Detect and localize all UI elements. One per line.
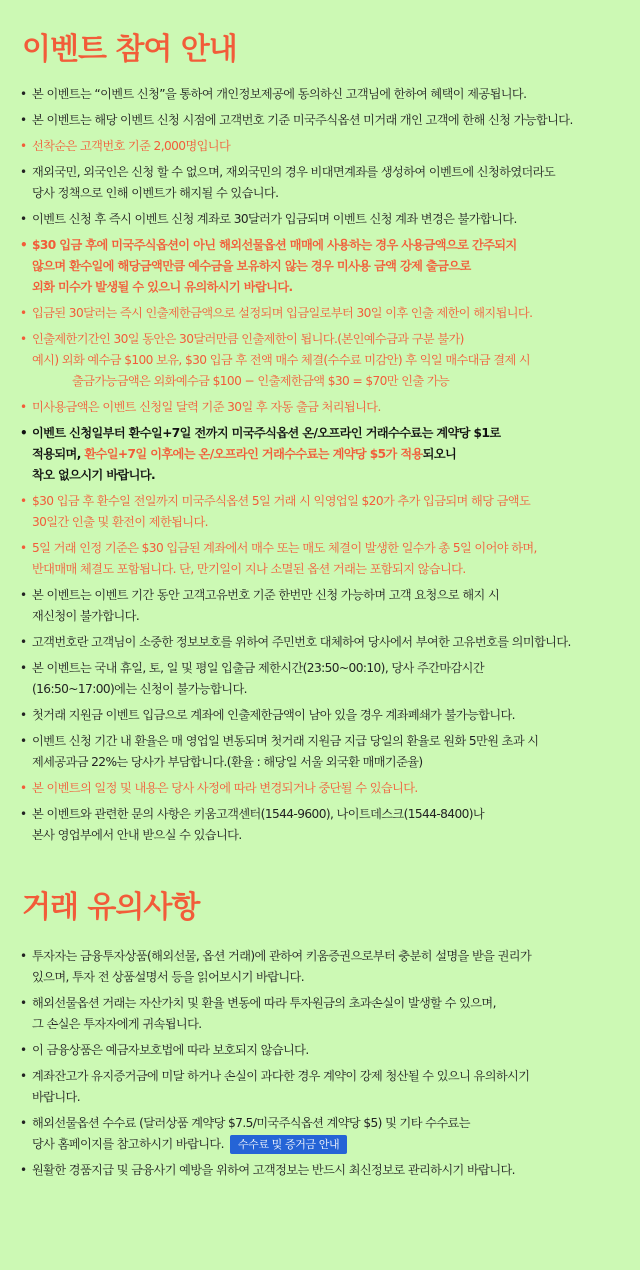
notice-item <box>20 1040 626 1061</box>
notice-line: • 고객번호란 고객님이 소중한 정보보호를 위하여 주민번호 대체하여 당사에서 부여한 고유번호를 의미합니다. <box>32 635 571 649</box>
notice-item <box>20 84 626 105</box>
notice-line: • 해외선물옵션 수수료 (달러상품 계약당 $7.5/미국주식옵션 계약당 $5) 및 기타 수수료는 <box>32 1116 470 1130</box>
notice-line: 본사 영업부에서 안내 받으실 수 있습니다. <box>32 828 242 842</box>
notice-item <box>20 423 626 486</box>
notice-line: • 본 이벤트는 “이벤트 신청”을 통하여 개인정보제공에 동의하신 고객님에 한하여 혜택이 제공됩니다. <box>32 87 527 101</box>
notice-line: 외화 미수가 발생될 수 있으니 유의하시기 바랍니다. <box>32 280 293 294</box>
notice-item <box>20 235 626 298</box>
notice-line: • 재외국민, 외국인은 신청 할 수 없으며, 재외국민의 경우 비대면계좌를 생성하여 이벤트에 신청하였더라도 <box>32 165 556 179</box>
notice-line: • 이벤트 신청일부터 환수일+7일 전까지 미국주식옵션 온/오프라인 거래수수료는 계약당 $1로 <box>32 426 501 440</box>
notice-line: • 이벤트 신청 후 즉시 이벤트 신청 계좌로 30달러가 입금되며 이벤트 신청 계좌 변경은 불가합니다. <box>32 212 517 226</box>
notice-line: 당사 정책으로 인해 이벤트가 해지될 수 있습니다. <box>32 186 279 200</box>
notice-line: 출금가능금액은 외화예수금 $100 − 인출제한금액 $30 = $70만 인출 가능 <box>72 374 450 388</box>
notice-line: • 투자자는 금융투자상품(해외선물, 옵션 거래)에 관하여 키움증권으로부터 충분히 설명을 받을 권리가 <box>32 949 532 963</box>
notice-line: • 본 이벤트는 이벤트 기간 동안 고객고유번호 기준 한번만 신청 가능하며 고객 요청으로 해지 시 <box>32 588 500 602</box>
notice-item <box>20 303 626 324</box>
notice-line: • 미사용금액은 이벤트 신청일 달력 기준 30일 후 자동 출금 처리됩니다. <box>32 400 381 414</box>
notice-item <box>20 804 626 846</box>
notice-line: 있으며, 투자 전 상품설명서 등을 읽어보시기 바랍니다. <box>32 970 305 984</box>
notice-item <box>20 209 626 230</box>
notice-line: 예시) 외화 예수금 $100 보유, $30 입금 후 전액 매수 체결(수수료 미감안) 후 익일 매수대금 결제 시 <box>32 353 531 367</box>
notice-line: • 본 이벤트는 국내 휴일, 토, 일 및 평일 입출금 제한시간(23:50~00:10), 당사 주간마감시간 <box>32 661 485 675</box>
notice-line: 반대매매 체결도 포함됩니다. 단, 만기일이 지나 소멸된 옵션 거래는 포함되지 않습니다. <box>32 562 466 576</box>
notice-item <box>20 1113 626 1155</box>
caution-notice-list <box>20 946 626 1181</box>
notice-line: (16:50~17:00)에는 신청이 불가능합니다. <box>32 682 247 696</box>
notice-line: 당사 홈페이지를 참고하시기 바랍니다. <box>32 1137 224 1151</box>
notice-item <box>20 329 626 392</box>
notice-item <box>20 946 626 988</box>
notice-item <box>20 538 626 580</box>
notice-line: • $30 입금 후 환수일 전일까지 미국주식옵션 5일 거래 시 익영업일 $20가 추가 입금되며 해당 금액도 <box>32 494 531 508</box>
notice-line: 착오 없으시기 바랍니다. <box>32 468 156 482</box>
notice-line: 재신청이 불가합니다. <box>32 609 140 623</box>
notice-line: 적용되며, 환수일+7일 이후에는 온/오프라인 거래수수료는 계약당 $5가 적용되오니 <box>32 447 457 461</box>
notice-item <box>20 491 626 533</box>
notice-item <box>20 397 626 418</box>
notice-item <box>20 731 626 773</box>
notice-item <box>20 162 626 204</box>
notice-line: • $30 입금 후에 미국주식옵션이 아닌 해외선물옵션 매매에 사용하는 경우 사용금액으로 간주되지 <box>32 238 517 252</box>
notice-item <box>20 658 626 700</box>
notice-item <box>20 110 626 131</box>
notice-line: • 본 이벤트의 일정 및 내용은 당사 사정에 따라 변경되거나 중단될 수 있습니다. <box>32 781 418 795</box>
notice-item <box>20 1066 626 1108</box>
notice-line: • 입금된 30달러는 즉시 인출제한금액으로 설정되며 입금일로부터 30일 이후 인출 제한이 해지됩니다. <box>32 306 533 320</box>
notice-line: • 본 이벤트와 관련한 문의 사항은 키움고객센터(1544-9600), 나이트데스크(1544-8400)나 <box>32 807 485 821</box>
notice-item <box>20 136 626 157</box>
notice-line: • 선착순은 고객번호 기준 2,000명입니다 <box>32 139 231 153</box>
notice-line: • 원활한 경품지급 및 금융사기 예방을 위하여 고객정보는 반드시 최신정보로 관리하시기 바랍니다. <box>32 1163 515 1177</box>
notice-item <box>20 1160 626 1181</box>
notice-item <box>20 585 626 627</box>
notice-item <box>20 778 626 799</box>
notice-line: • 인출제한기간인 30일 동안은 30달러만큼 인출제한이 됩니다.(본인예수금과 구분 불가) <box>32 332 464 346</box>
event-section-title: 이벤트 참여 안내 <box>22 32 237 67</box>
notice-line: 30일간 인출 및 환전이 제한됩니다. <box>32 515 208 529</box>
notice-line: 제세공과금 22%는 당사가 부담합니다.(환율 : 해당일 서울 외국환 매매기준율) <box>32 755 423 769</box>
caution-section-title: 거래 유의사항 <box>22 890 200 925</box>
notice-line: • 이벤트 신청 기간 내 환율은 매 영업일 변동되며 첫거래 지원금 지급 당일의 환율로 원화 5만원 초과 시 <box>32 734 539 748</box>
notice-line: 그 손실은 투자자에게 귀속됩니다. <box>32 1017 202 1031</box>
notice-line: • 해외선물옵션 거래는 자산가치 및 환율 변동에 따라 투자원금의 초과손실이 발생할 수 있으며, <box>32 996 496 1010</box>
notice-line: • 5일 거래 인정 기준은 $30 입금된 계좌에서 매수 또는 매도 체결이 발생한 일수가 총 5일 이어야 하며, <box>32 541 537 555</box>
notice-item <box>20 632 626 653</box>
fee-margin-guide-button[interactable]: 수수료 및 증거금 안내 <box>230 1135 347 1154</box>
notice-line: • 계좌잔고가 유지증거금에 미달 하거나 손실이 과다한 경우 계약이 강제 청산될 수 있으니 유의하시기 <box>32 1069 530 1083</box>
notice-line: 바랍니다. <box>32 1090 80 1104</box>
notice-line: • 본 이벤트는 해당 이벤트 신청 시점에 고객번호 기준 미국주식옵션 미거래 개인 고객에 한해 신청 가능합니다. <box>32 113 573 127</box>
notice-item <box>20 705 626 726</box>
notice-line: 않으며 환수일에 해당금액만큼 예수금을 보유하지 않는 경우 미사용 금액 강제 출금으로 <box>32 259 471 273</box>
notice-line: • 첫거래 지원금 이벤트 입금으로 계좌에 인출제한금액이 남아 있을 경우 계좌폐쇄가 불가능합니다. <box>32 708 515 722</box>
notice-item <box>20 993 626 1035</box>
event-notice-list <box>20 84 626 846</box>
notice-line: • 이 금융상품은 예금자보호법에 따라 보호되지 않습니다. <box>32 1043 309 1057</box>
